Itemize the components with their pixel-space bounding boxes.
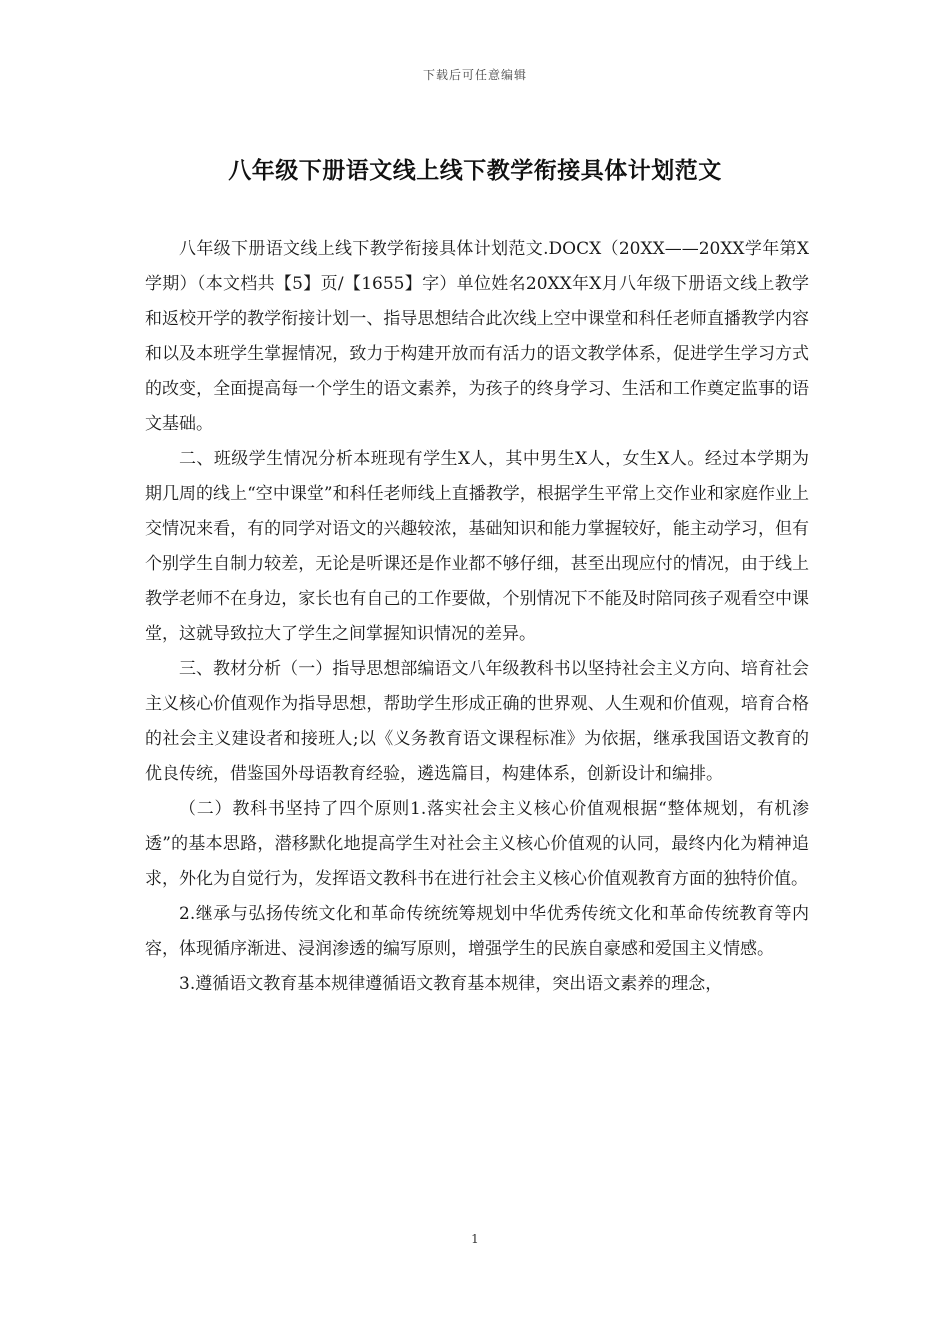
paragraph-tradition: 2.继承与弘扬传统文化和革命传统统筹规划中华优秀传统文化和革命传统教育等内容，体现循序渐进、浸润渗透的编写原则，增强学生的民族自豪感和爱国主义情感。 xyxy=(145,904,809,959)
paragraph-student-analysis: 二、班级学生情况分析本班现有学生X人，其中男生X人，女生X人。经过本学期为期几周的线上“空中课堂”和科任老师线上直播教学，根据学生平常上交作业和家庭作业上交情况来看，有的同学对语文的兴趣较浓，基础知识和能力掌握较好，能主动学习，但有个别学生自制力较差，无论是听课还是作业都不够仔细，甚至出现应付的情况，由于线上教学老师不在身边，家长也有自己的工作要做，个别情况下不能及时陪同孩子观看空中课堂，这就导致拉大了学生之间掌握知识情况的差异。 xyxy=(145,449,809,644)
paragraph-four-principles: （二）教科书坚持了四个原则1.落实社会主义核心价值观根据“整体规划，有机渗透”的基本思路，潜移默化地提高学生对社会主义核心价值观的认同，最终内化为精神追求，外化为自觉行为，发挥语文教科书在进行社会主义核心价值观教育方面的独特价值。 xyxy=(145,799,809,889)
paragraph-intro: 八年级下册语文线上线下教学衔接具体计划范文.DOCX（20XX——20XX学年第X学期）（本文档共【5】页/【1655】字）单位姓名20XX年X月八年级下册语文线上教学和返校开学的教学衔接计划一、指导思想结合此次线上空中课堂和科任老师直播教学内容和以及本班学生掌握情况，致力于构建开放而有活力的语文教学体系，促进学生学习方式的改变，全面提高每一个学生的语文素养，为孩子的终身学习、生活和工作奠定监事的语文基础。 xyxy=(145,239,809,434)
page-number: 1 xyxy=(471,1232,479,1246)
document-body xyxy=(145,232,809,1002)
paragraph-textbook-analysis: 三、教材分析（一）指导思想部编语文八年级教科书以坚持社会主义方向、培育社会主义核心价值观作为指导思想，帮助学生形成正确的世界观、人生观和价值观，培育合格的社会主义建设者和接班人;以《义务教育语文课程标准》为依据，继承我国语文教育的优良传统，借鉴国外母语教育经验，遴选篇目，构建体系，创新设计和编排。 xyxy=(145,659,809,784)
page-header-note: 下载后可任意编辑 xyxy=(422,68,527,82)
paragraph-education-law: 3.遵循语文教育基本规律遵循语文教育基本规律，突出语文素养的理念， xyxy=(179,974,723,994)
document-title: 八年级下册语文线上线下教学衔接具体计划范文 xyxy=(228,157,722,184)
